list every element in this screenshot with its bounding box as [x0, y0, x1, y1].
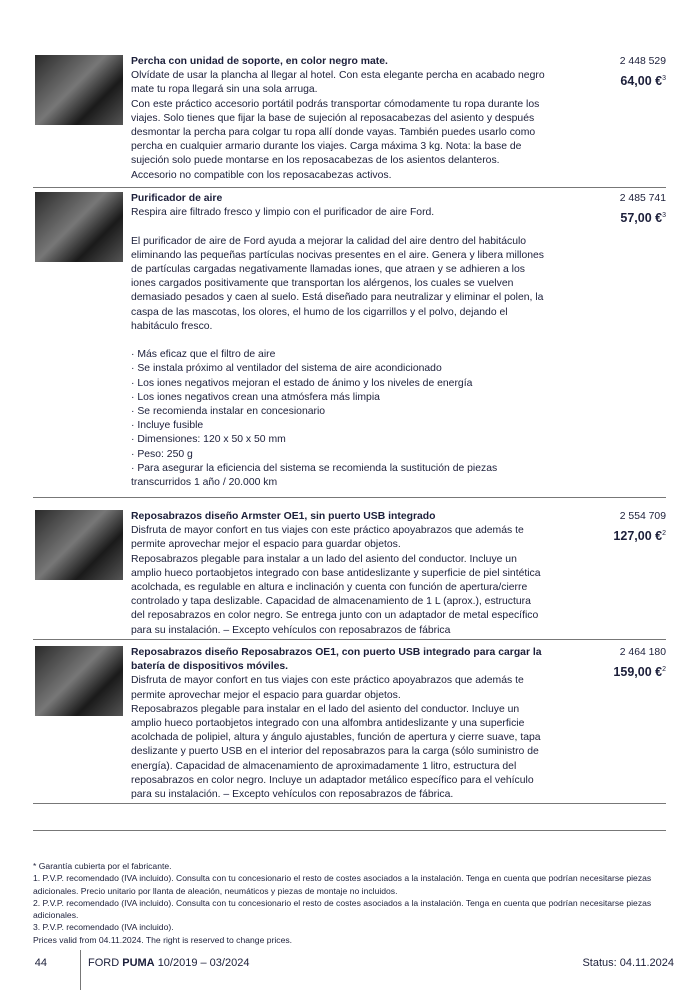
paragraph: El purificador de aire de Ford ayuda a mejorar la calidad del aire dentro del habitáculo eliminando las pequeñas partículas nocivas presentes en el aire. Genera y libera millones de partículas cargadas negativamente llamadas iones, que atraen y se adhieren a los iones cargados positivamente que transportan los alérgenos, los cuales se vuelven demasiado pesados y caen al suelo. Está diseñado para neutralizar y eliminar el polen, la caspa de las mascotas, los olores, el humo de los cigarrillos y el polvo, dejando el habitáculo fresco. — [131, 235, 544, 332]
price — [620, 209, 666, 225]
price-note: 2 — [662, 530, 666, 537]
price — [620, 72, 666, 88]
paragraph: · Se recomienda instalar en concesionario — [131, 406, 326, 418]
price-note: 3 — [662, 75, 666, 82]
price-note: 2 — [662, 666, 666, 673]
paragraph: · Incluye fusible — [131, 420, 204, 432]
price-block — [613, 646, 666, 679]
spacer — [131, 334, 547, 348]
paragraph: Respira aire filtrado fresco y limpio con el purificador de aire Ford. — [131, 207, 435, 219]
footer-divider — [80, 950, 81, 990]
divider — [33, 639, 666, 640]
footer-title — [88, 957, 249, 969]
product-code: 2 554 709 — [619, 511, 666, 522]
divider — [33, 803, 666, 804]
page-number: 44 — [34, 957, 47, 969]
product-image — [35, 192, 123, 262]
product-description — [131, 510, 547, 638]
paragraph: Con este práctico accesorio portátil podrás transportar cómodamente tu ropa durante los viajes. Solo tienes que fijar la base de sujeción al reposacabezas del asiento y después desmontar la percha para colgar tu ropa allí donde vayas. También puedes usarlo como percha en cualquier armario durante los viajes. Carga máxima 3 kg. Nota: la base de sujeción solo puede montarse en los reposacabezas de los asientos delanteros. Accesorio no compatible con los reposacabezas activos. — [131, 98, 540, 181]
price — [613, 663, 666, 679]
footnote: 3. P.V.P. recomendado (IVA incluido). — [33, 922, 174, 933]
paragraph: · Peso: 250 g — [131, 448, 193, 460]
product-title: Percha con unidad de soporte, en color negro mate. — [131, 56, 388, 67]
product-code: 2 464 180 — [619, 647, 666, 658]
footnote: * Garantía cubierta por el fabricante. — [33, 861, 172, 871]
price-block — [613, 510, 666, 543]
divider — [33, 497, 666, 498]
footnote: Prices valid from 04.11.2024. The right is reserved to change prices. — [33, 934, 293, 945]
product-title: Reposabrazos diseño Armster OE1, sin puerto USB integrado — [131, 511, 436, 522]
paragraph: · Dimensiones: 120 x 50 x 50 mm — [131, 434, 286, 446]
price-value: 64,00 € — [620, 74, 663, 89]
model-range: 10/2019 – 03/2024 — [157, 957, 250, 969]
product-description — [131, 646, 547, 802]
footnote: 1. P.V.P. recomendado (IVA incluido). Consulta con tu concesionario el resto de costes asociados a la instalación. Tenga en cuenta que podrían necesitarse piezas adicionales. Precio unitario por llanta de aleación, neumáticos y piezas de montaje no incluidos. — [33, 873, 652, 896]
price-block — [620, 192, 666, 225]
price-note: 3 — [662, 212, 666, 219]
model: PUMA — [122, 957, 155, 969]
product-code: 2 485 741 — [619, 193, 666, 204]
product-code: 2 448 529 — [619, 56, 666, 67]
price-value: 127,00 € — [613, 529, 663, 544]
price — [613, 527, 666, 543]
brand: FORD — [88, 957, 120, 969]
product-image — [35, 510, 123, 580]
product-title: Reposabrazos diseño Reposabrazos OE1, con puerto USB integrado para cargar la batería de dispositivos móviles. — [131, 647, 542, 673]
paragraph: · Más eficaz que el filtro de aire — [131, 349, 276, 361]
paragraph: · Se instala próximo al ventilador del sistema de aire acondicionado — [131, 363, 442, 375]
divider — [33, 187, 666, 188]
paragraph: Reposabrazos plegable para instalar a un lado del asiento del conductor. Incluye un amplio hueco portaobjetos integrado con base antideslizante y superficie de piel sintética acolchada, es regulable en altura e inclinación y cuenta con función de apertura/cierre controlado y tapa deslizable. Capacidad de almacenamiento de 1 L (aprox.), estructura del reposabrazos en color negro. Se entrega junto con un adaptador de metal específico para su instalación. – Excepto vehículos con reposabrazos de fábrica — [131, 553, 541, 636]
price-value: 57,00 € — [620, 211, 663, 226]
status-date: Status: 04.11.2024 — [582, 957, 674, 969]
spacer — [131, 220, 547, 234]
product-description — [131, 192, 547, 490]
product-description — [131, 55, 547, 183]
product-image — [35, 55, 123, 125]
price-value: 159,00 € — [613, 665, 663, 680]
paragraph: · Para asegurar la eficiencia del sistema se recomienda la sustitución de piezas transcurridos 1 año / 20.000 km — [131, 462, 498, 489]
price-block — [620, 55, 666, 88]
paragraph: · Los iones negativos mejoran el estado de ánimo y los niveles de energía — [131, 377, 473, 389]
paragraph: · Los iones negativos crean una atmósfera más limpia — [131, 391, 380, 403]
product-image — [35, 646, 123, 716]
paragraph: Reposabrazos plegable para instalar en el lado del asiento del conductor. Incluye un amplio hueco portaobjetos integrado con una alfombra antideslizante y una superficie acolchada de polipiel, altura y ángulo ajustables, función de apertura y cierre suave, tapa deslizante y puerto USB en el interior del reposabrazos para la carga (sólo suministro de energía). Capacidad de almacenamiento de aproximadamente 1 litro, estructura del reposabrazos en color negro. Incluye un adaptador metálico específico para el vehículo para su instalación. – Excepto vehículos con reposabrazos de fábrica. — [131, 703, 541, 801]
footnotes — [33, 860, 673, 946]
divider — [33, 830, 666, 831]
paragraph: Olvídate de usar la plancha al llegar al hotel. Con esta elegante percha en acabado negro mate tu ropa llegará sin una sola arruga. — [131, 70, 545, 96]
footnote: 2. P.V.P. recomendado (IVA incluido). Consulta con tu concesionario el resto de costes asociados a la instalación. Tenga en cuenta que podrían necesitarse piezas adicionales. — [33, 897, 652, 921]
product-title: Purificador de aire — [131, 193, 223, 204]
paragraph: Disfruta de mayor confort en tus viajes con este práctico apoyabrazos que además te permite aprovechar mejor el espacio para guardar objetos. — [131, 525, 524, 551]
paragraph: Disfruta de mayor confort en tus viajes con este práctico apoyabrazos que además te permite aprovechar mejor el espacio para guardar objetos. — [131, 675, 524, 701]
